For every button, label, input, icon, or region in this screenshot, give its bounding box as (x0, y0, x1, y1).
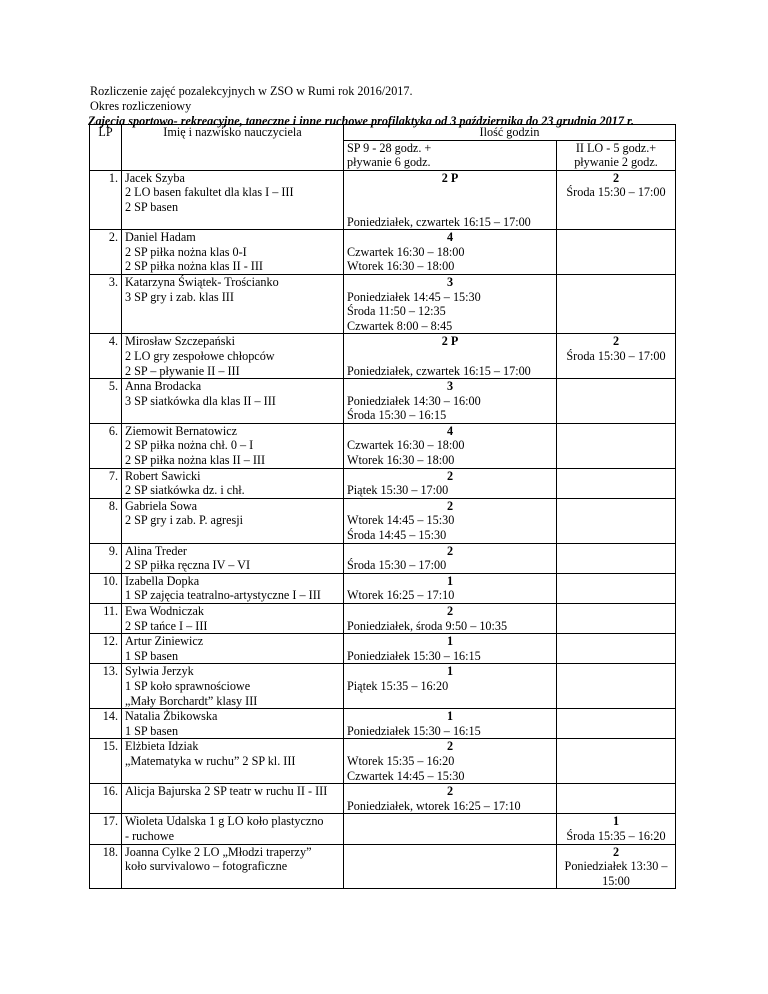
sp-hours-count: 2 (446, 784, 454, 799)
table-row (90, 844, 676, 889)
sp-schedule-line: Poniedziałek 15:30 – 16:15 (347, 723, 481, 738)
row-lp: 17. (90, 814, 122, 844)
sp-hours-count: 2 (446, 468, 454, 483)
table-row (90, 543, 676, 573)
teacher-cell (122, 784, 344, 814)
activity-line (125, 874, 340, 889)
activity-line: 2 SP basen (125, 199, 179, 214)
table-row (90, 170, 676, 229)
header-lp: LP (90, 125, 122, 171)
teacher-name: Izabella Dopka (125, 573, 200, 588)
sp-hours-count: 3 (446, 379, 454, 394)
lo-schedule-line: Poniedziałek 13:30 – (564, 859, 668, 874)
sp-hours-cell (344, 604, 557, 634)
table-row (90, 334, 676, 379)
sp-schedule-line: Poniedziałek 15:30 – 16:15 (347, 648, 481, 663)
sp-hours-cell (344, 664, 557, 709)
lo-hours-cell (557, 784, 676, 814)
activity-line (125, 799, 340, 814)
row-lp: 6. (90, 423, 122, 468)
teacher-cell (122, 604, 344, 634)
lo-hours-cell (557, 739, 676, 784)
sp-schedule-line: Wtorek 15:35 – 16:20 (347, 753, 455, 768)
lo-hours-cell (557, 468, 676, 498)
teacher-name: Elżbieta Idziak (125, 739, 199, 754)
teacher-name: Joanna Cylke 2 LO „Młodzi traperzy” (125, 844, 312, 859)
activity-line: „Matematyka w ruchu” 2 SP kl. III (125, 753, 296, 768)
header-sp-line: pływanie 6 godz. (347, 155, 431, 170)
lo-hours-cell (557, 423, 676, 468)
sp-hours-cell (344, 334, 557, 379)
sp-hours-count: 2 (446, 498, 454, 513)
header-hours: Ilość godzin (344, 125, 676, 141)
lo-hours-cell (557, 634, 676, 664)
sp-schedule-line: Środa 15:30 – 16:15 (347, 408, 447, 423)
teacher-name: Alina Treder (125, 543, 187, 558)
row-lp: 11. (90, 604, 122, 634)
table-header-row (90, 125, 676, 141)
header-lo-line: pływanie 2 godz. (574, 155, 658, 170)
sp-hours-count: 2 (446, 604, 454, 618)
activity-line: 2 SP piłka ręczna IV – VI (125, 558, 251, 573)
sp-hours-cell (344, 423, 557, 468)
sp-schedule-line (347, 185, 553, 200)
sp-schedule-line: Piątek 15:35 – 16:20 (347, 678, 449, 693)
sp-hours-cell (344, 844, 557, 889)
row-lp: 10. (90, 573, 122, 603)
table-row (90, 634, 676, 664)
teacher-name: Daniel Hadam (125, 230, 196, 245)
row-lp: 7. (90, 468, 122, 498)
activity-line: 2 SP gry i zab. P. agresji (125, 513, 244, 528)
sp-schedule-line: Środa 15:30 – 17:00 (347, 558, 447, 573)
sp-hours-cell (344, 170, 557, 229)
sp-hours-count: 3 (446, 274, 454, 289)
sp-hours-count: 2 (446, 739, 454, 754)
teacher-cell (122, 379, 344, 424)
table-row (90, 739, 676, 784)
activity-line: „Mały Borchardt” klasy III (125, 693, 258, 708)
teacher-name: Mirosław Szczepański (125, 334, 235, 349)
sp-schedule-line (347, 349, 553, 364)
teacher-name: Ewa Wodniczak (125, 604, 204, 618)
table-row (90, 573, 676, 603)
table-row (90, 274, 676, 333)
teacher-cell (122, 274, 344, 333)
teacher-cell (122, 423, 344, 468)
lo-hours-cell (557, 274, 676, 333)
sp-hours-cell (344, 498, 557, 543)
row-lp: 12. (90, 634, 122, 664)
sp-schedule-line: Poniedziałek, czwartek 16:15 – 17:00 (347, 214, 531, 229)
row-lp: 14. (90, 709, 122, 739)
lo-hours-count: 2 (612, 170, 620, 185)
row-lp: 1. (90, 170, 122, 229)
lo-hours-cell (557, 334, 676, 379)
header-teacher-name: Imię i nazwisko nauczyciela (122, 125, 344, 171)
row-lp: 9. (90, 543, 122, 573)
table-row (90, 604, 676, 634)
teacher-name: Artur Ziniewicz (125, 634, 204, 649)
activity-category-title: Zajęcia sportowo- rekreacyjne, taneczne i inne ruchowe profilaktyka od 3 października do 23 grudnia 2017 r. (88, 114, 635, 128)
activity-line: 1 SP basen (125, 648, 179, 663)
lo-schedule-line: Środa 15:35 – 16:20 (566, 828, 666, 843)
sp-schedule-line: Poniedziałek 14:45 – 15:30 (347, 289, 481, 304)
activity-line (125, 408, 340, 423)
row-lp: 3. (90, 274, 122, 333)
teacher-cell (122, 543, 344, 573)
sp-hours-count: 1 (446, 634, 454, 649)
sp-hours-count: 1 (446, 573, 454, 588)
sp-hours-count: 4 (446, 230, 454, 245)
table-row (90, 423, 676, 468)
row-lp: 2. (90, 230, 122, 275)
sp-schedule-line: Czwartek 16:30 – 18:00 (347, 244, 465, 259)
table-row (90, 468, 676, 498)
teacher-cell (122, 573, 344, 603)
sp-schedule-line: Wtorek 16:30 – 18:00 (347, 453, 455, 468)
sp-hours-count: 2 P (441, 334, 459, 349)
lo-hours-count: 1 (612, 814, 620, 829)
activity-line (125, 304, 340, 319)
sp-hours-cell (344, 709, 557, 739)
sp-hours-cell (344, 468, 557, 498)
sp-schedule-line: Środa 14:45 – 15:30 (347, 528, 447, 543)
activity-line (125, 769, 340, 784)
lo-hours-cell (557, 664, 676, 709)
lo-schedule-line: 15:00 (602, 873, 630, 888)
sp-schedule-line: Poniedziałek, środa 9:50 – 10:35 (347, 618, 508, 633)
activity-line: 2 SP siatkówka dz. i chł. (125, 483, 245, 498)
activity-line: 2 SP – pływanie II – III (125, 363, 240, 378)
table-row (90, 784, 676, 814)
row-lp: 4. (90, 334, 122, 379)
sp-schedule-line: Czwartek 14:45 – 15:30 (347, 768, 465, 783)
lo-hours-cell (557, 230, 676, 275)
row-lp: 18. (90, 844, 122, 889)
sp-hours-cell (344, 814, 557, 844)
lo-hours-cell (557, 814, 676, 844)
sp-schedule-line (347, 200, 553, 215)
table-row (90, 709, 676, 739)
activity-line: koło survivalowo – fotograficzne (125, 859, 288, 874)
activity-line: 1 SP zajęcia teatralno-artystyczne I – III (125, 588, 321, 603)
lo-schedule-line: Środa 15:30 – 17:00 (566, 185, 666, 200)
sp-hours-cell (344, 379, 557, 424)
activity-line: 2 SP piłka nożna klas II - III (125, 259, 263, 274)
teacher-cell (122, 334, 344, 379)
sp-schedule-line: Wtorek 16:25 – 17:10 (347, 588, 455, 603)
table-row (90, 664, 676, 709)
table-row (90, 379, 676, 424)
table-row (90, 814, 676, 844)
lo-hours-cell (557, 709, 676, 739)
lo-hours-count: 2 (612, 844, 620, 859)
row-lp: 8. (90, 498, 122, 543)
activity-line: 3 SP siatkówka dla klas II – III (125, 393, 276, 408)
teacher-name: Katarzyna Świątek- Trościanko (125, 274, 279, 289)
sp-hours-count: 2 P (441, 170, 459, 185)
row-lp: 16. (90, 784, 122, 814)
sp-hours-count: 1 (446, 709, 454, 724)
activity-line (125, 319, 340, 334)
teacher-name: Natalia Żbikowska (125, 709, 218, 724)
lo-schedule-line: Środa 15:30 – 17:00 (566, 348, 666, 363)
sp-schedule-line: Poniedziałek 14:30 – 16:00 (347, 393, 481, 408)
teacher-name: Sylwia Jerzyk (125, 664, 194, 679)
teacher-cell (122, 468, 344, 498)
schedule-table (89, 124, 676, 889)
sp-schedule-line: Poniedziałek, wtorek 16:25 – 17:10 (347, 798, 521, 813)
activity-line: 2 SP tańce I – III (125, 618, 208, 633)
activity-line: 2 SP piłka nożna klas II – III (125, 453, 266, 468)
lo-hours-cell (557, 170, 676, 229)
lo-hours-cell (557, 573, 676, 603)
teacher-name: Gabriela Sowa (125, 498, 198, 513)
teacher-cell (122, 664, 344, 709)
row-lp: 5. (90, 379, 122, 424)
table-row (90, 230, 676, 275)
teacher-cell (122, 709, 344, 739)
teacher-name: Ziemowit Bernatowicz (125, 423, 238, 438)
sp-hours-cell (344, 274, 557, 333)
activity-line: 3 SP gry i zab. klas III (125, 289, 234, 304)
sp-schedule-line: Wtorek 16:30 – 18:00 (347, 259, 455, 274)
sp-schedule-line: Czwartek 8:00 – 8:45 (347, 318, 453, 333)
activity-line: 2 SP piłka nożna chł. 0 – I (125, 438, 254, 453)
teacher-cell (122, 814, 344, 844)
teacher-name: Alicja Bajurska 2 SP teatr w ruchu II - III (125, 784, 328, 799)
header-lo (557, 140, 676, 170)
teacher-name: Robert Sawicki (125, 468, 201, 483)
row-lp: 15. (90, 739, 122, 784)
header-lo-line: II LO - 5 godz.+ (575, 140, 657, 155)
document-title: Rozliczenie zajęć pozalekcyjnych w ZSO w Rumi rok 2016/2017. (90, 84, 413, 98)
sp-hours-count: 2 (446, 543, 454, 558)
lo-hours-cell (557, 379, 676, 424)
sp-schedule-line: Poniedziałek, czwartek 16:15 – 17:00 (347, 363, 531, 378)
teacher-cell (122, 739, 344, 784)
activity-line: 2 LO basen fakultet dla klas I – III (125, 185, 294, 200)
lo-hours-cell (557, 604, 676, 634)
teacher-cell (122, 230, 344, 275)
lo-hours-cell (557, 844, 676, 889)
lo-hours-cell (557, 498, 676, 543)
sp-hours-cell (344, 784, 557, 814)
sp-schedule-line: Wtorek 14:45 – 15:30 (347, 513, 455, 528)
sp-hours-count: 4 (446, 423, 454, 438)
lo-hours-count: 2 (612, 334, 620, 349)
sp-hours-cell (344, 739, 557, 784)
sp-schedule-line: Środa 11:50 – 12:35 (347, 304, 446, 319)
sp-schedule-line (347, 694, 553, 709)
table-row (90, 498, 676, 543)
lo-hours-cell (557, 543, 676, 573)
sp-schedule-line: Piątek 15:30 – 17:00 (347, 483, 449, 498)
activity-line: - ruchowe (125, 828, 175, 843)
teacher-name: Anna Brodacka (125, 379, 202, 394)
activity-line: 2 SP piłka nożna klas 0-I (125, 244, 247, 259)
header-sp-line: SP 9 - 28 godz. + (347, 140, 432, 155)
header-sp (344, 140, 557, 170)
teacher-cell (122, 498, 344, 543)
sp-hours-cell (344, 543, 557, 573)
billing-period-label: Okres rozliczeniowy (90, 99, 192, 113)
activity-line: 2 LO gry zespołowe chłopców (125, 348, 275, 363)
teacher-cell (122, 844, 344, 889)
activity-line: 1 SP basen (125, 723, 179, 738)
activity-line (125, 528, 340, 543)
sp-hours-cell (344, 230, 557, 275)
teacher-name: Jacek Szyba (125, 170, 185, 185)
sp-hours-count: 1 (446, 664, 454, 679)
teacher-cell (122, 170, 344, 229)
row-lp: 13. (90, 664, 122, 709)
sp-hours-cell (344, 634, 557, 664)
teacher-cell (122, 634, 344, 664)
sp-hours-cell (344, 573, 557, 603)
teacher-name: Wioleta Udalska 1 g LO koło plastyczno (125, 814, 324, 829)
activity-line: 1 SP koło sprawnościowe (125, 678, 251, 693)
sp-schedule-line: Czwartek 16:30 – 18:00 (347, 438, 465, 453)
